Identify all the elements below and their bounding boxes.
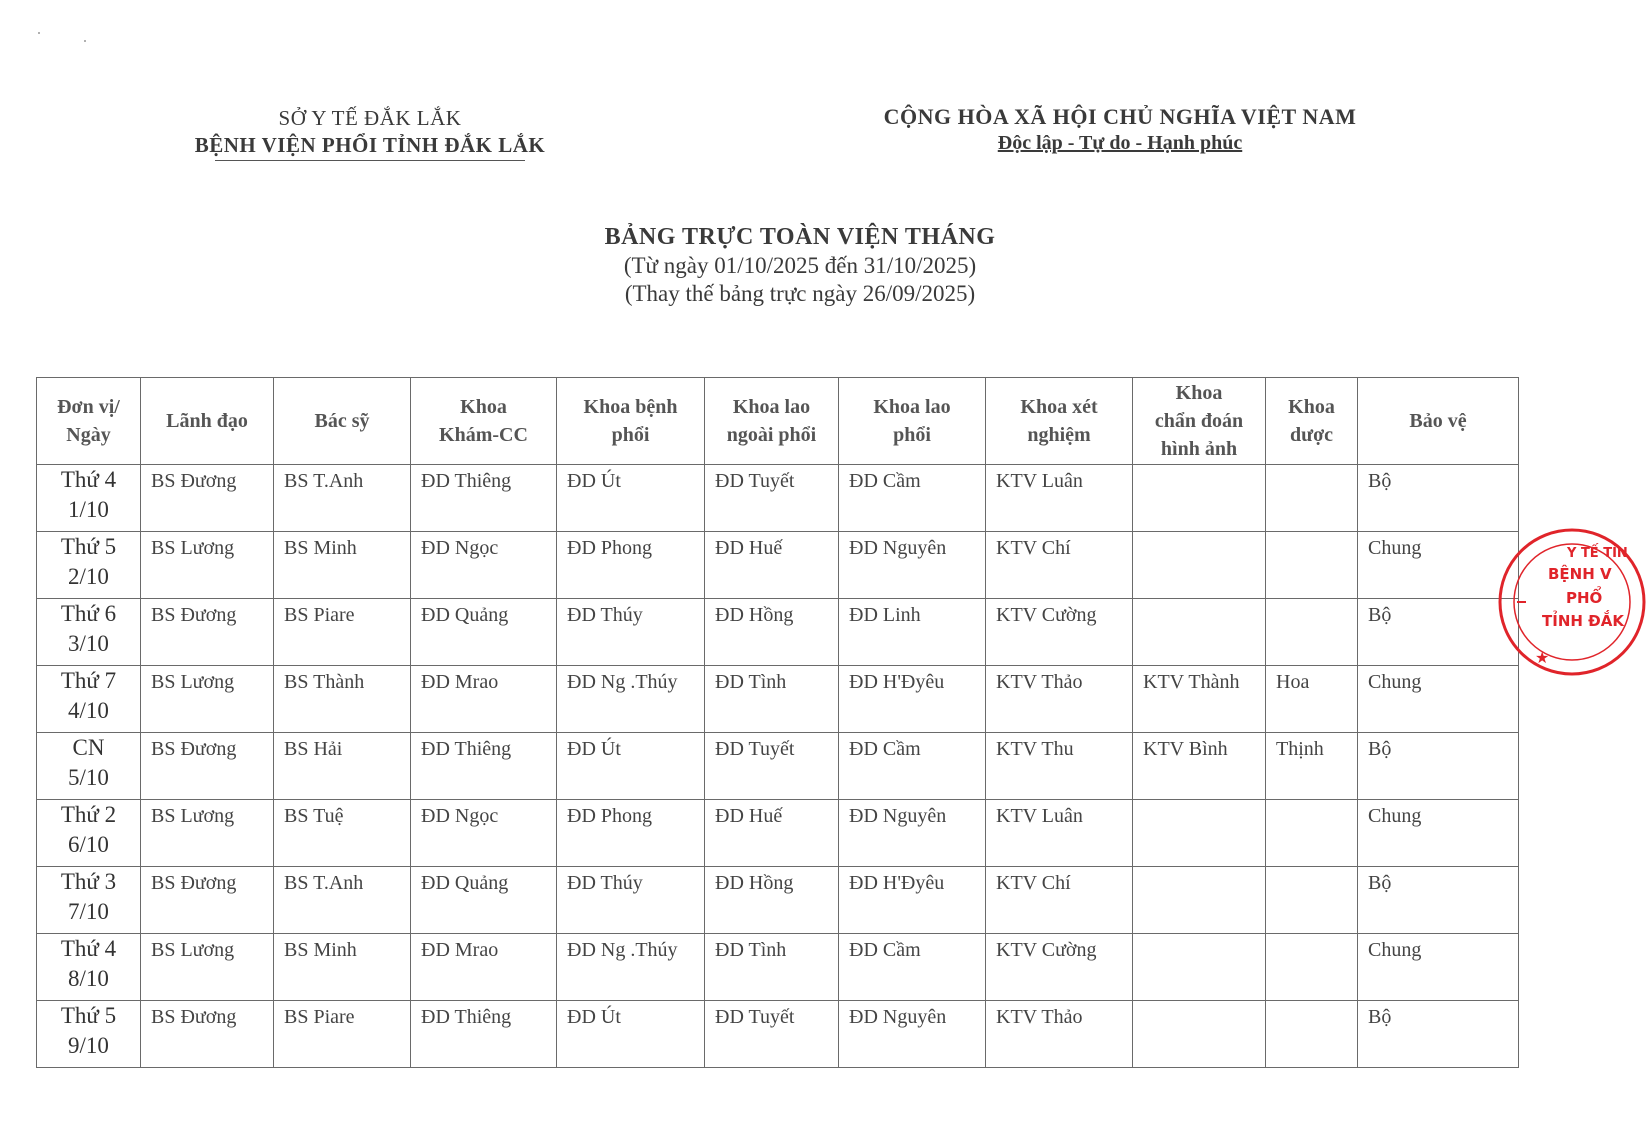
column-header-line: ngoài phổi [726, 424, 817, 446]
staff-cell: ĐD Tình [705, 934, 839, 1001]
staff-cell: ĐD Út [557, 733, 705, 800]
staff-cell: ĐD Thiêng [411, 465, 557, 532]
staff-cell: ĐD Tuyết [705, 733, 839, 800]
staff-cell: BS T.Anh [274, 867, 411, 934]
column-header-line: dược [1289, 424, 1334, 446]
staff-cell [1266, 532, 1358, 599]
staff-cell: ĐD Tình [705, 666, 839, 733]
staff-cell: Hoa [1266, 666, 1358, 733]
staff-cell: ĐD Cầm [839, 465, 986, 532]
day-cell [37, 599, 141, 666]
staff-cell: Thịnh [1266, 733, 1358, 800]
column-header [839, 378, 986, 465]
day-cell [37, 1001, 141, 1068]
date-label: 1/10 [68, 497, 109, 522]
organization-header [170, 106, 570, 161]
scan-speck [38, 32, 40, 34]
staff-cell: ĐD Ng .Thúy [557, 666, 705, 733]
column-header-line: Khoa lao [732, 396, 811, 418]
staff-cell: ĐD H'Đyêu [839, 666, 986, 733]
column-header-line: Khoa lao [873, 396, 951, 418]
staff-cell [1266, 1001, 1358, 1068]
staff-cell: ĐD Cầm [839, 934, 986, 1001]
table-row [37, 1001, 1519, 1068]
column-header-line: Bác sỹ [314, 410, 370, 432]
staff-cell: ĐD Huế [705, 800, 839, 867]
staff-cell: ĐD Thiêng [411, 733, 557, 800]
staff-cell: BS Đương [141, 465, 274, 532]
date-label: 9/10 [68, 1033, 109, 1058]
staff-cell: BS Piare [274, 599, 411, 666]
weekday-label: CN [72, 735, 105, 760]
column-header-line: Khoa [1288, 396, 1335, 418]
staff-cell: KTV Luân [986, 465, 1133, 532]
staff-cell: Chung [1358, 934, 1519, 1001]
national-motto: Độc lập - Tự do - Hạnh phúc [997, 132, 1243, 154]
national-header [860, 104, 1380, 155]
staff-cell: ĐD Ngọc [411, 532, 557, 599]
staff-cell: ĐD Phong [557, 800, 705, 867]
staff-cell: BS Đương [141, 1001, 274, 1068]
staff-cell: ĐD Thúy [557, 599, 705, 666]
staff-cell: BS Hải [274, 733, 411, 800]
date-label: 5/10 [68, 765, 109, 790]
column-header-line: Khám-CC [439, 424, 528, 446]
date-label: 3/10 [68, 631, 109, 656]
staff-cell: ĐD Nguyên [839, 800, 986, 867]
date-label: 6/10 [68, 832, 109, 857]
column-header-line: Khoa xét [1020, 396, 1098, 418]
seal-line-1: BỆNH V [1548, 565, 1612, 583]
staff-cell: KTV Bình [1133, 733, 1266, 800]
weekday-label: Thứ 4 [60, 936, 117, 961]
table-header-row [37, 378, 1519, 465]
seal-star-icon: ★ [1535, 648, 1550, 667]
staff-cell [1266, 599, 1358, 666]
staff-cell: ĐD Nguyên [839, 1001, 986, 1068]
staff-cell: BS Minh [274, 532, 411, 599]
staff-cell [1133, 867, 1266, 934]
table-row [37, 599, 1519, 666]
column-header [1133, 378, 1266, 465]
weekday-label: Thứ 5 [60, 1003, 117, 1028]
column-header-line: Khoa [1175, 382, 1223, 404]
staff-cell: BS T.Anh [274, 465, 411, 532]
staff-cell: ĐD Quảng [411, 867, 557, 934]
staff-cell: ĐD Nguyên [839, 532, 986, 599]
hospital-name: BỆNH VIỆN PHỔI TỈNH ĐẮK LẮK [194, 133, 546, 157]
table-row [37, 800, 1519, 867]
day-cell [37, 532, 141, 599]
staff-cell: Chung [1358, 666, 1519, 733]
staff-cell: BS Lương [141, 666, 274, 733]
staff-cell [1133, 1001, 1266, 1068]
column-header [986, 378, 1133, 465]
date-label: 7/10 [68, 899, 109, 924]
staff-cell: ĐD Huế [705, 532, 839, 599]
staff-cell: Chung [1358, 800, 1519, 867]
staff-cell [1133, 934, 1266, 1001]
staff-cell: BS Đương [141, 599, 274, 666]
column-header [705, 378, 839, 465]
staff-cell: BS Lương [141, 532, 274, 599]
staff-cell [1266, 934, 1358, 1001]
date-label: 8/10 [68, 966, 109, 991]
staff-cell: Bộ [1358, 465, 1519, 532]
day-cell [37, 733, 141, 800]
staff-cell: ĐD Út [557, 1001, 705, 1068]
day-cell [37, 867, 141, 934]
column-header-line: hình ảnh [1160, 438, 1238, 460]
day-cell [37, 934, 141, 1001]
staff-cell: KTV Chí [986, 532, 1133, 599]
column-header-line: Ngày [66, 424, 111, 446]
seal-ring-text: Y TẾ TỈN [1567, 546, 1628, 561]
staff-cell: Chung [1358, 532, 1519, 599]
scan-speck [84, 40, 86, 42]
staff-cell: BS Thành [274, 666, 411, 733]
column-header-line: chẩn đoán [1154, 410, 1244, 432]
staff-cell [1266, 800, 1358, 867]
table-row [37, 532, 1519, 599]
day-cell [37, 666, 141, 733]
staff-cell: BS Minh [274, 934, 411, 1001]
table-row [37, 465, 1519, 532]
staff-cell: BS Piare [274, 1001, 411, 1068]
table-body [37, 465, 1519, 1068]
staff-cell: KTV Thành [1133, 666, 1266, 733]
staff-cell: Bộ [1358, 1001, 1519, 1068]
column-header [141, 378, 274, 465]
staff-cell: KTV Cường [986, 934, 1133, 1001]
staff-cell: KTV Cường [986, 599, 1133, 666]
date-range: (Từ ngày 01/10/2025 đến 31/10/2025) [623, 253, 977, 278]
staff-cell: BS Tuệ [274, 800, 411, 867]
staff-cell [1133, 532, 1266, 599]
weekday-label: Thứ 6 [60, 601, 117, 626]
staff-cell: ĐD Út [557, 465, 705, 532]
staff-cell: ĐD H'Đyêu [839, 867, 986, 934]
table-row [37, 666, 1519, 733]
staff-cell [1133, 599, 1266, 666]
staff-cell [1266, 867, 1358, 934]
staff-cell: ĐD Thúy [557, 867, 705, 934]
column-header-line: Bảo vệ [1409, 410, 1467, 432]
column-header [1266, 378, 1358, 465]
staff-cell: KTV Luân [986, 800, 1133, 867]
column-header [557, 378, 705, 465]
staff-cell: ĐD Linh [839, 599, 986, 666]
country-name: CỘNG HÒA XÃ HỘI CHỦ NGHĨA VIỆT NAM [883, 104, 1357, 129]
staff-cell: BS Đương [141, 733, 274, 800]
weekday-label: Thứ 5 [60, 534, 117, 559]
weekday-label: Thứ 2 [60, 802, 117, 827]
column-header-line: phổi [611, 424, 650, 446]
day-cell [37, 800, 141, 867]
column-header [274, 378, 411, 465]
staff-cell: KTV Thảo [986, 666, 1133, 733]
staff-cell: KTV Chí [986, 867, 1133, 934]
date-label: 2/10 [68, 564, 109, 589]
column-header-line: Khoa bệnh [583, 396, 678, 418]
weekday-label: Thứ 7 [60, 668, 117, 693]
staff-cell: Bộ [1358, 599, 1519, 666]
staff-cell: ĐD Ng .Thúy [557, 934, 705, 1001]
table-row [37, 934, 1519, 1001]
column-header-line: nghiệm [1027, 424, 1091, 446]
date-label: 4/10 [68, 698, 109, 723]
staff-cell: BS Lương [141, 934, 274, 1001]
staff-cell [1133, 800, 1266, 867]
weekday-label: Thứ 4 [60, 467, 117, 492]
column-header-line: Khoa [460, 396, 507, 418]
column-header-line: phổi [893, 424, 931, 446]
staff-cell: ĐD Mrao [411, 666, 557, 733]
staff-cell: ĐD Tuyết [705, 1001, 839, 1068]
staff-cell: ĐD Hồng [705, 599, 839, 666]
department-name: SỞ Y TẾ ĐẮK LẮK [278, 106, 462, 130]
staff-cell: ĐD Cầm [839, 733, 986, 800]
staff-cell: ĐD Quảng [411, 599, 557, 666]
staff-cell: ĐD Mrao [411, 934, 557, 1001]
staff-cell: KTV Thảo [986, 1001, 1133, 1068]
staff-cell [1133, 465, 1266, 532]
duty-roster-table [36, 377, 1519, 1068]
table-row [37, 733, 1519, 800]
day-cell [37, 465, 141, 532]
table-row [37, 867, 1519, 934]
column-header-line: Lãnh đạo [166, 410, 248, 432]
column-header [411, 378, 557, 465]
column-header-line: Đơn vị/ [57, 396, 120, 418]
header-underline [215, 160, 525, 161]
document-title: BẢNG TRỰC TOÀN VIỆN THÁNG [604, 224, 996, 250]
seal-line-2: PHỔ [1566, 589, 1603, 607]
staff-cell: Bộ [1358, 733, 1519, 800]
replacement-note: (Thay thế bảng trực ngày 26/09/2025) [624, 281, 976, 306]
staff-cell: KTV Thu [986, 733, 1133, 800]
staff-cell: ĐD Ngọc [411, 800, 557, 867]
staff-cell: BS Đương [141, 867, 274, 934]
staff-cell: ĐD Hồng [705, 867, 839, 934]
document-title-block [0, 224, 1600, 307]
staff-cell: ĐD Tuyết [705, 465, 839, 532]
seal-line-3: TỈNH ĐẮK [1542, 612, 1624, 630]
staff-cell: ĐD Thiêng [411, 1001, 557, 1068]
staff-cell: Bộ [1358, 867, 1519, 934]
column-header [1358, 378, 1519, 465]
staff-cell: BS Lương [141, 800, 274, 867]
staff-cell: ĐD Phong [557, 532, 705, 599]
weekday-label: Thứ 3 [60, 869, 117, 894]
column-header [37, 378, 141, 465]
staff-cell [1266, 465, 1358, 532]
